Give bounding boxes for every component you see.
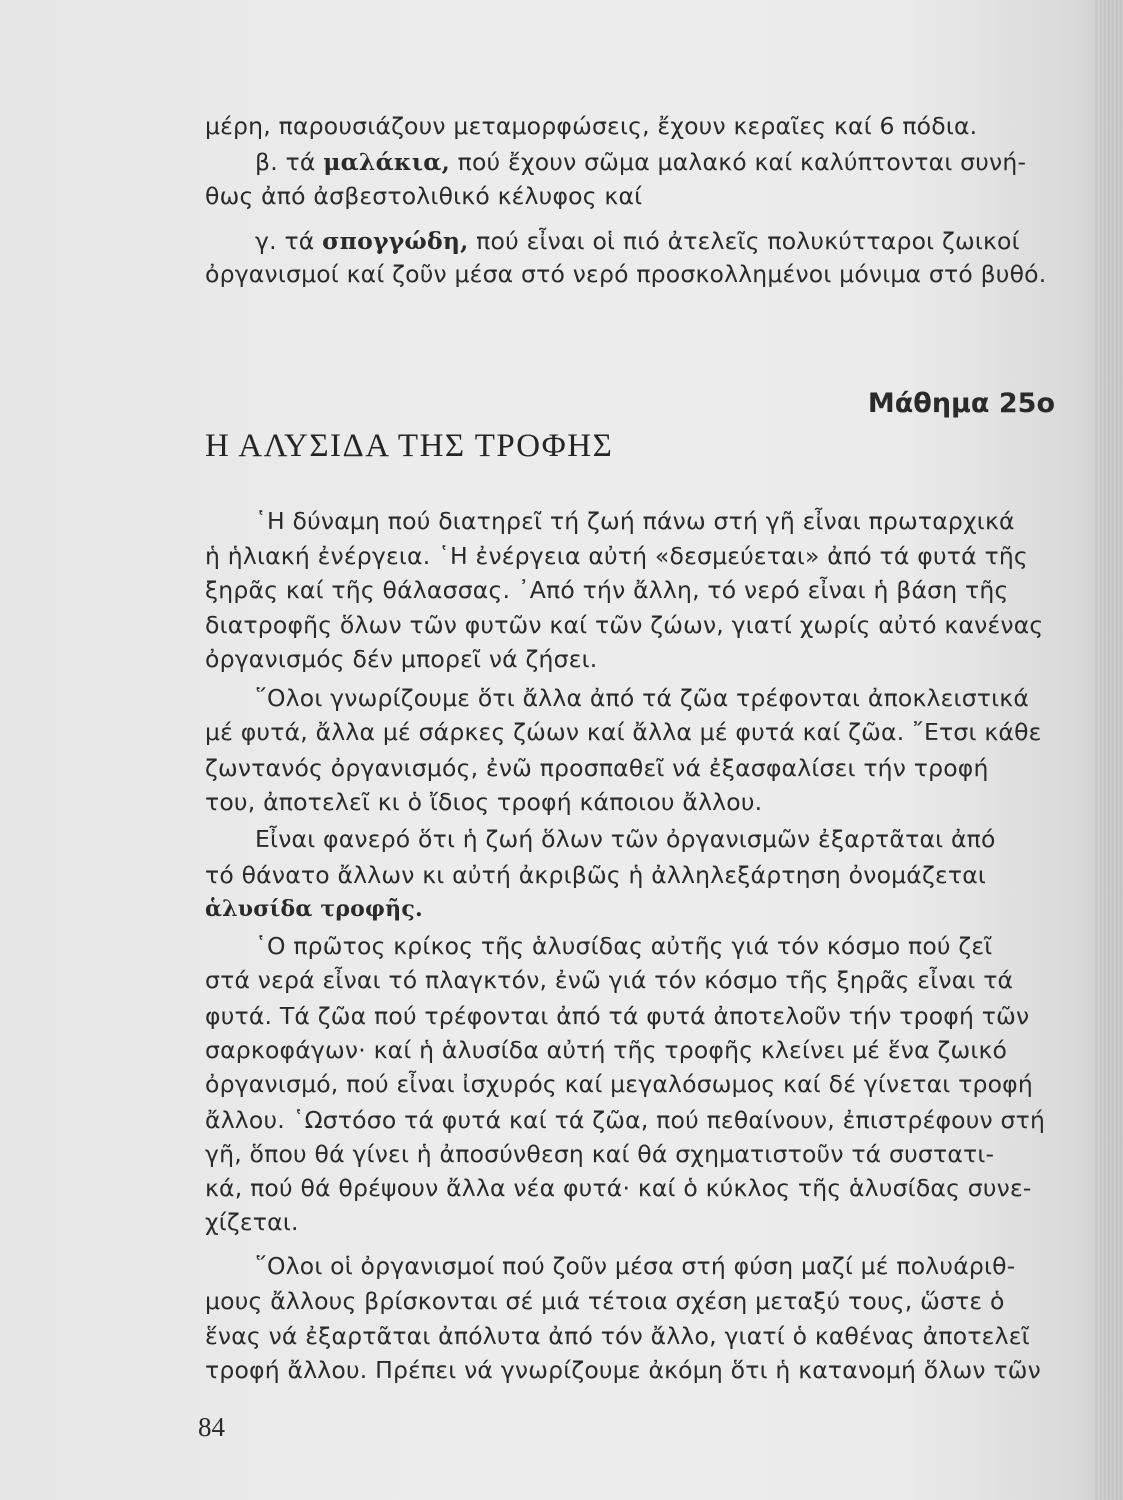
p2-line-4: του, ἀποτελεῖ κι ὁ ἴδιος τροφή κάποιου ἄλλου. <box>205 788 763 816</box>
chapter-title: Η ΑΛΥΣΙΔΑ ΤΗΣ ΤΡΟΦΗΣ <box>205 428 614 464</box>
p4-line-2: στά νερά εἶναι τό πλαγκτόν, ἐνῶ γιά τόν κόσμο τῆς ξηρᾶς εἶναι τά <box>205 966 1014 994</box>
intro-line-5: ὀργανισμοί καί ζοῦν μέσα στό νερό προσκολλημένοι μόνιμα στό βυθό. <box>205 260 1047 288</box>
term-sponges: σπογγώδη, <box>322 227 469 255</box>
intro-line-2-pre: β. τά <box>255 148 324 176</box>
p2-line-1: ῞Ολοι γνωρίζουμε ὅτι ἄλλα ἀπό τά ζῶα τρέφονται ἀποκλειστικά <box>255 684 1030 712</box>
intro-line-2 <box>255 146 1055 178</box>
intro-line-3: θως ἀπό ἀσβεστολιθικό κέλυφος καί <box>205 182 643 210</box>
p4-line-9: χίζεται. <box>205 1208 299 1236</box>
p1-line-4: διατροφῆς ὅλων τῶν φυτῶν καί τῶν ζώων, γιατί χωρίς αὐτό κανένας <box>205 611 1044 639</box>
p3-line-1: Εἶναι φανερό ὅτι ἡ ζωή ὅλων τῶν ὀργανισμῶν ἐξαρτᾶται ἀπό <box>255 825 996 853</box>
term-food-chain: ἁλυσίδα τροφῆς. <box>205 896 423 922</box>
p4-line-6: ἄλλου. ῾Ωστόσο τά φυτά καί τά ζῶα, πού πεθαίνουν, ἐπιστρέφουν στή <box>205 1106 1046 1134</box>
intro-line-4 <box>255 225 1055 257</box>
p3-line-2: τό θάνατο ἄλλων κι αὐτή ἀκριβῶς ἡ ἀλληλεξάρτηση ὀνομάζεται <box>205 861 987 889</box>
p5-line-2: μους ἄλλους βρίσκονται σέ μιά τέτοια σχέση μεταξύ τους, ὥστε ὁ <box>205 1287 1005 1315</box>
p4-line-1: ῾Ο πρῶτος κρίκος τῆς ἁλυσίδας αὐτῆς γιά τόν κόσμο πού ζεῖ <box>255 932 993 960</box>
page-edge <box>1095 0 1123 1500</box>
p1-line-1: ῾Η δύναμη πού διατηρεῖ τή ζωή πάνω στή γῆ εἶναι πρωταρχικά <box>255 507 1015 535</box>
intro-line-2-post: πού ἔχουν σῶμα μαλακό καί καλύπτονται συνή- <box>449 148 1027 176</box>
term-molluscs: μαλάκια, <box>323 148 450 176</box>
p5-line-4: τροφή ἄλλου. Πρέπει νά γνωρίζουμε ἀκόμη ὅτι ἡ κατανομή ὅλων τῶν <box>205 1356 1041 1384</box>
p4-line-4: σαρκοφάγων· καί ἡ ἁλυσίδα αὐτή τῆς τροφῆς κλείνει μέ ἕνα ζωικό <box>205 1036 1008 1064</box>
lesson-label: Μάθημα 25ο <box>867 388 1055 419</box>
p2-line-3: ζωντανός ὀργανισμός, ἐνῶ προσπαθεῖ νά ἐξασφαλίσει τήν τροφή <box>205 754 989 782</box>
p5-line-3: ἕνας νά ἐξαρτᾶται ἀπόλυτα ἀπό τόν ἄλλο, γιατί ὁ καθένας ἀποτελεῖ <box>205 1322 1030 1350</box>
p4-line-3: φυτά. Τά ζῶα πού τρέφονται ἀπό τά φυτά ἀποτελοῦν τήν τροφή τῶν <box>205 1002 1030 1030</box>
p4-line-7: γῆ, ὅπου θά γίνει ἡ ἀποσύνθεση καί θά σχηματιστοῦν τά συστατι- <box>205 1140 995 1168</box>
intro-line-2-text <box>255 146 1026 178</box>
intro-line-4-pre: γ. τά <box>255 227 323 255</box>
p4-line-5: ὀργανισμό, πού εἶναι ἰσχυρός καί μεγαλόσωμος καί δέ γίνεται τροφή <box>205 1070 1033 1098</box>
p1-line-2: ἡ ἡλιακή ἐνέργεια. ῾Η ἐνέργεια αὐτή «δεσμεύεται» ἀπό τά φυτά τῆς <box>205 542 1028 570</box>
p1-line-3: ξηρᾶς καί τῆς θάλασσας. ᾿Από τήν ἄλλη, τό νερό εἶναι ἡ βάση τῆς <box>205 576 1009 604</box>
intro-line-4-post: πού εἶναι οἱ πιό ἀτελεῖς πολυκύτταροι ζωικοί <box>468 227 1020 255</box>
page-number: 84 <box>198 1412 225 1442</box>
p2-line-2: μέ φυτά, ἄλλα μέ σάρκες ζώων καί ἄλλα μέ φυτά καί ζῶα. ῎Ετσι κάθε <box>205 718 1042 746</box>
p4-line-8: κά, πού θά θρέψουν ἄλλα νέα φυτά· καί ὁ κύκλος τῆς ἁλυσίδας συνε- <box>205 1174 1032 1202</box>
intro-line-1: μέρη, παρουσιάζουν μεταμορφώσεις, ἔχουν κεραῖες καί 6 πόδια. <box>205 112 978 140</box>
p1-line-5: ὀργανισμός δέν μπορεῖ νά ζήσει. <box>205 645 598 673</box>
p5-line-1: ῞Ολοι οἱ ὀργανισμοί πού ζοῦν μέσα στή φύση μαζί μέ πολυάριθ- <box>255 1252 1016 1280</box>
